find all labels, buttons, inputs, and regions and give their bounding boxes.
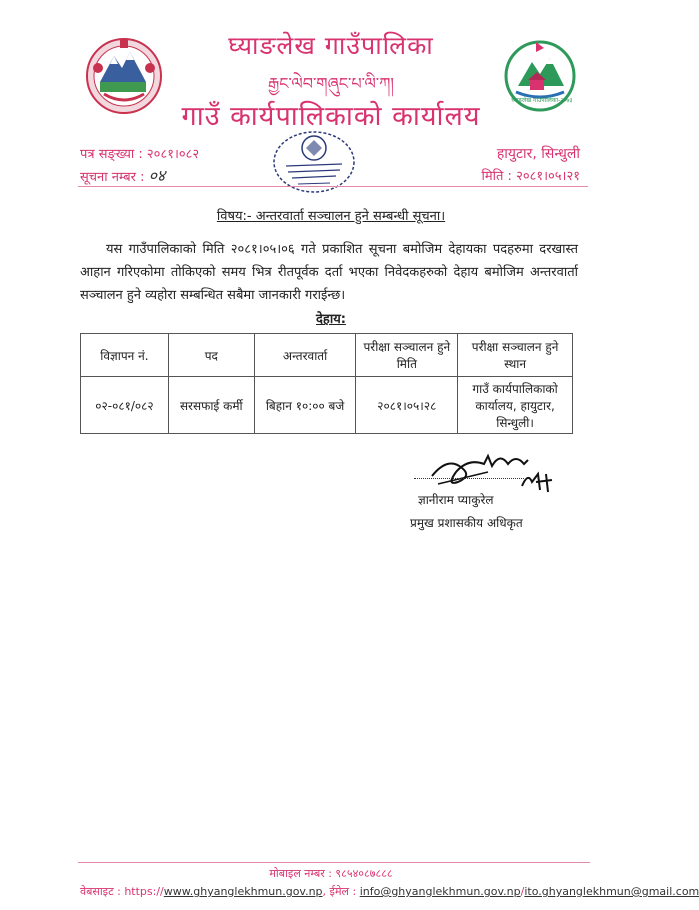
signature-line xyxy=(414,478,524,479)
cell-exam-venue: गाउँ कार्यपालिकाको कार्यालय, हायुटार, सिन्धुली। xyxy=(458,377,573,434)
notice-number-label: सूचना नम्बर : xyxy=(80,170,145,185)
email-link-secondary[interactable]: ito.ghyanglekhmun@gmail.com xyxy=(524,885,699,898)
notice-subject: विषय:- अन्तरवार्ता सञ्चालन हुने सम्बन्धी सूचना। xyxy=(216,209,446,224)
notice-body: यस गाउँपालिकाको मिति २०८१।०५।०६ गते प्रकाशित सूचना बमोजिम देहायका पदहरुमा दरखास्त आहान गरिएकोमा तोकिएको समय भित्र रीतपूर्वक दर्ता भएका निवेदकहरुको देहाय बमोजिम अन्तरवार्ता सञ्चालन हुने व्यहोरा सम्बन्धित सबैमा जानकारी गराईन्छ। xyxy=(80,242,578,303)
email-separator: / xyxy=(520,885,525,898)
col-header-exam-date: परीक्षा सञ्चालन हुने मिति xyxy=(356,334,458,377)
website-link[interactable]: www.ghyanglekhmun.gov.np xyxy=(163,885,323,898)
office-name: गाउँ कार्यपालिकाको कार्यालय xyxy=(181,101,481,132)
col-header-post: पद xyxy=(168,334,254,377)
municipality-name: घ्याङलेख गाउँपालिका xyxy=(228,31,434,60)
col-header-exam-venue: परीक्षा सञ्चालन हुने स्थान xyxy=(458,334,573,377)
municipality-name-tibetan: རྒྱང་ལེབ་གཞུང་པ་ལི་ཀ། xyxy=(268,74,394,93)
letter-number: पत्र सङ्ख्या : २०८१।०८२ xyxy=(80,147,200,162)
notice-number xyxy=(80,164,165,186)
footer-mobile: मोबाइल नम्बर : ९८५४०८७८८८ xyxy=(269,867,393,880)
email-label: , ईमेल : xyxy=(322,885,357,898)
col-header-interview: अन्तरवार्ता xyxy=(254,334,356,377)
header-divider xyxy=(78,186,588,187)
footer-divider xyxy=(78,862,590,863)
signatory-title: प्रमुख प्रशासकीय अधिकृत xyxy=(410,516,523,530)
notice-date: मिति : २०८१।०५।२१ xyxy=(481,169,580,184)
cell-exam-date: २०८१।०५।२८ xyxy=(356,377,458,434)
footer-contact xyxy=(80,884,699,899)
interview-schedule-table xyxy=(80,333,573,434)
signature-scribble xyxy=(428,446,560,496)
col-header-ad-number: विज्ञापन नं. xyxy=(81,334,169,377)
email-link-primary[interactable]: info@ghyanglekhmun.gov.np xyxy=(359,885,521,898)
cell-post: सरसफाई कर्मी xyxy=(168,377,254,434)
website-label: वेबसाइट : https:// xyxy=(80,885,164,898)
table-row xyxy=(81,377,573,434)
cell-ad-number: ०२-०८१/०८२ xyxy=(81,377,169,434)
cell-interview-time: बिहान १०:०० बजे xyxy=(254,377,356,434)
signatory-name: ज्ञानीराम प्याकुरेल xyxy=(418,493,494,507)
logo-caption: घ्याङलेख गाउँपालिका-२०७३ xyxy=(511,97,573,104)
office-location: हायुटार, सिन्धुली xyxy=(496,146,580,162)
schedule-heading: देहाय: xyxy=(316,312,346,327)
table-header-row xyxy=(81,334,573,377)
notice-number-value: ०४ xyxy=(148,166,166,185)
